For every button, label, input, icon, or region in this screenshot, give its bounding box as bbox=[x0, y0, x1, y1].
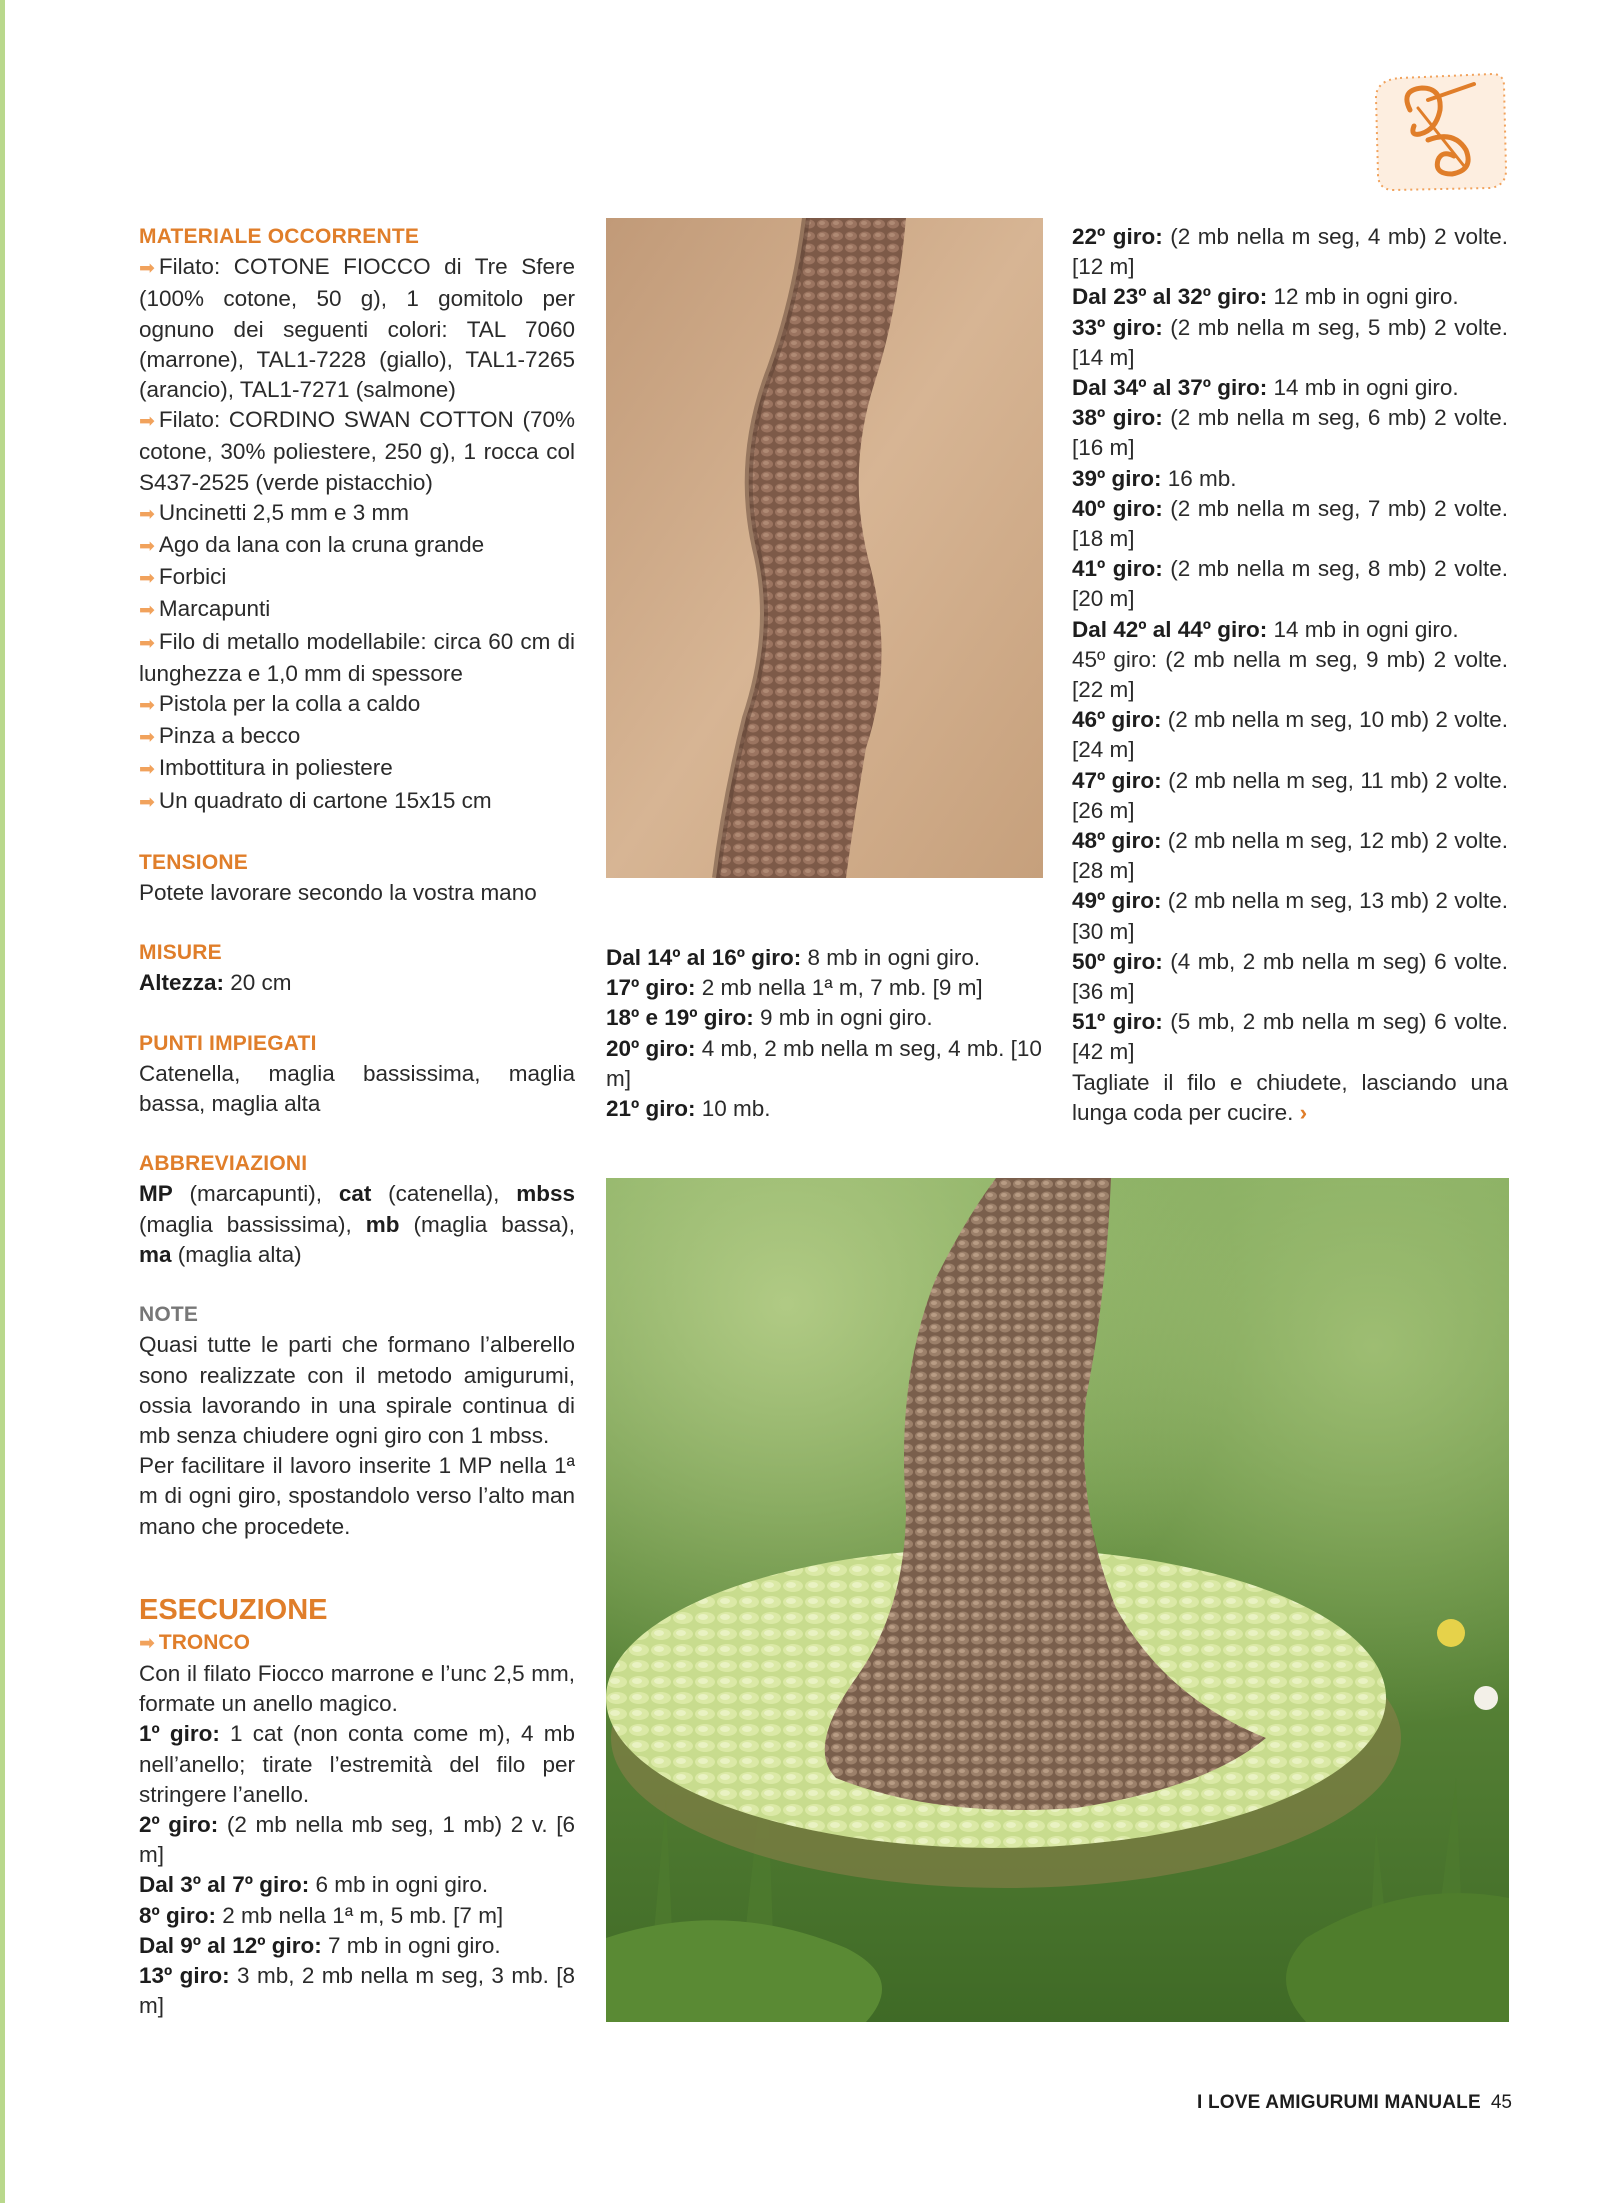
magazine-title: I LOVE AMIGURUMI MANUALE bbox=[1197, 2092, 1481, 2113]
misure-text: Altezza: 20 cm bbox=[139, 970, 292, 996]
round-row: 51º giro: (5 mb, 2 mb nella m seg) 6 volte. [42 m] bbox=[1072, 1009, 1508, 1065]
note-p2: Per facilitare il lavoro inserite 1 MP nella 1ª m di ogni giro, spostandolo verso l’alto man mano che procedete. bbox=[139, 1453, 575, 1539]
arrow-bullet-icon: ➡ bbox=[139, 258, 155, 280]
tensione-heading: TENSIONE bbox=[139, 850, 248, 874]
round-row: 46º giro: (2 mb nella m seg, 10 mb) 2 volte. [24 m] bbox=[1072, 707, 1508, 763]
esecuzione-intro: Con il filato Fiocco marrone e l’unc 2,5 mm, formate un anello magico. bbox=[139, 1660, 575, 1717]
arrow-bullet-icon: ➡ bbox=[139, 503, 155, 525]
punti-text: Catenella, maglia bassissima, maglia bassa, maglia alta bbox=[139, 1060, 575, 1117]
tensione-text: Potete lavorare secondo la vostra mano bbox=[139, 880, 537, 906]
trunk-base-photo bbox=[606, 1178, 1509, 2022]
arrow-bullet-icon: ➡ bbox=[139, 411, 155, 433]
round-row: 50º giro: (4 mb, 2 mb nella m seg) 6 volte. [36 m] bbox=[1072, 948, 1508, 1005]
list-item: ➡ Pistola per la colla a caldo bbox=[139, 691, 421, 717]
round-row: 45º giro: (2 mb nella m seg, 9 mb) 2 volte. [22 m] bbox=[1072, 646, 1508, 703]
crochet-hook-logo-icon bbox=[1370, 70, 1510, 194]
note-heading: NOTE bbox=[139, 1303, 199, 1327]
round-row: 49º giro: (2 mb nella m seg, 13 mb) 2 volte. [30 m] bbox=[1072, 888, 1508, 944]
round-row: 20º giro: 4 mb, 2 mb nella m seg, 4 mb. [10 m] bbox=[606, 1035, 1042, 1091]
arrow-bullet-icon: ➡ bbox=[139, 759, 155, 781]
round-row: 40º giro: (2 mb nella m seg, 7 mb) 2 volte. [18 m] bbox=[1072, 495, 1508, 552]
list-item: ➡ Ago da lana con la cruna grande bbox=[139, 532, 485, 558]
arrow-bullet-icon: ➡ bbox=[139, 727, 155, 749]
note-p1: Quasi tutte le parti che formano l’alberello sono realizzate con il metodo amigurumi, ossia lavorando in una spirale continua di mb senza chiudere ogni giro con 1 mbss. bbox=[139, 1332, 575, 1448]
round-row: Dal 42º al 44º giro: 14 mb in ogni giro. bbox=[1072, 616, 1459, 642]
list-item: ➡ Filo di metallo modellabile: circa 60 cm di lunghezza e 1,0 mm di spessore bbox=[139, 628, 575, 686]
round-row: 48º giro: (2 mb nella m seg, 12 mb) 2 volte. [28 m] bbox=[1072, 828, 1508, 884]
arrow-bullet-icon: ➡ bbox=[139, 536, 155, 558]
misure-heading: MISURE bbox=[139, 941, 222, 965]
round-row: Dal 3º al 7º giro: 6 mb in ogni giro. bbox=[139, 1872, 489, 1898]
right-column bbox=[1072, 222, 1508, 1128]
list-item: ➡ Pinza a becco bbox=[139, 723, 301, 749]
round-row: 17º giro: 2 mb nella 1ª m, 7 mb. [9 m] bbox=[606, 975, 983, 1001]
round-row: 2º giro: (2 mb nella mb seg, 1 mb) 2 v. [6 m] bbox=[139, 1811, 575, 1868]
arrow-bullet-icon: ➡ bbox=[139, 600, 155, 622]
abbreviazioni-text: MP (marcapunti), cat (catenella), mbss (maglia bassissima), mb (maglia bassa), ma (maglia alta) bbox=[139, 1181, 575, 1267]
page-number: 45 bbox=[1490, 2092, 1512, 2113]
closing-text: Tagliate il filo e chiudete, lasciando una lunga coda per cucire. › bbox=[1072, 1069, 1508, 1125]
list-item: ➡ Marcapunti bbox=[139, 596, 271, 622]
round-row: 13º giro: 3 mb, 2 mb nella m seg, 3 mb. [8 m] bbox=[139, 1962, 575, 2019]
middle-column bbox=[606, 943, 1046, 1124]
round-row: 38º giro: (2 mb nella m seg, 6 mb) 2 volte. [16 m] bbox=[1072, 405, 1508, 461]
end-mark-icon: › bbox=[1299, 1099, 1308, 1125]
round-row: 21º giro: 10 mb. bbox=[606, 1096, 771, 1122]
round-row: 1º giro: 1 cat (non conta come m), 4 mb nell’anello; tirate l’estremità del filo per stringere l’anello. bbox=[139, 1721, 575, 1807]
materiale-heading: MATERIALE OCCORRENTE bbox=[139, 225, 420, 248]
round-row: 18º e 19º giro: 9 mb in ogni giro. bbox=[606, 1005, 933, 1031]
arrow-bullet-icon: ➡ bbox=[139, 695, 155, 717]
list-item: ➡ Forbici bbox=[139, 564, 227, 590]
esecuzione-heading: ESECUZIONE bbox=[139, 1593, 328, 1626]
list-item: ➡ Uncinetti 2,5 mm e 3 mm bbox=[139, 499, 409, 525]
page-edge-stripe bbox=[0, 0, 5, 2203]
round-row: Dal 34º al 37º giro: 14 mb in ogni giro. bbox=[1072, 375, 1459, 401]
arrow-bullet-icon: ➡ bbox=[139, 1632, 155, 1654]
round-row: 47º giro: (2 mb nella m seg, 11 mb) 2 volte. [26 m] bbox=[1072, 767, 1508, 823]
arrow-bullet-icon: ➡ bbox=[139, 632, 155, 654]
arrow-bullet-icon: ➡ bbox=[139, 568, 155, 590]
left-column bbox=[139, 222, 575, 2021]
round-row: Dal 14º al 16º giro: 8 mb in ogni giro. bbox=[606, 945, 981, 970]
round-row: Dal 9º al 12º giro: 7 mb in ogni giro. bbox=[139, 1932, 501, 1958]
list-item: ➡ Filato: COTONE FIOCCO di Tre Sfere (100% cotone, 50 g), 1 gomitolo per ognuno dei seguenti colori: TAL 7060 (marrone), TAL1-7228 (giallo), TAL1-7265 (arancio), TAL1-7271 (salmone) bbox=[139, 254, 575, 403]
page-footer bbox=[1197, 2092, 1512, 2114]
round-row: 33º giro: (2 mb nella m seg, 5 mb) 2 volte. [14 m] bbox=[1072, 314, 1508, 370]
tronco-subheading: ➡ TRONCO bbox=[139, 1630, 250, 1654]
abbreviazioni-heading: ABBREVIAZIONI bbox=[139, 1152, 308, 1176]
list-item: ➡ Imbottitura in poliestere bbox=[139, 755, 393, 781]
list-item: ➡ Filato: CORDINO SWAN COTTON (70% cotone, 30% poliestere, 250 g), 1 rocca col S437-2525 (verde pistacchio) bbox=[139, 407, 575, 495]
round-row: 41º giro: (2 mb nella m seg, 8 mb) 2 volte. [20 m] bbox=[1072, 556, 1508, 612]
list-item: ➡ Un quadrato di cartone 15x15 cm bbox=[139, 787, 492, 813]
round-row: Dal 23º al 32º giro: 12 mb in ogni giro. bbox=[1072, 284, 1459, 310]
round-row: 39º giro: 16 mb. bbox=[1072, 465, 1237, 491]
punti-heading: PUNTI IMPIEGATI bbox=[139, 1031, 317, 1055]
trunk-closeup-photo bbox=[606, 218, 1043, 878]
arrow-bullet-icon: ➡ bbox=[139, 791, 155, 813]
round-row: 8º giro: 2 mb nella 1ª m, 5 mb. [7 m] bbox=[139, 1902, 504, 1928]
round-row: 22º giro: (2 mb nella m seg, 4 mb) 2 volte. [12 m] bbox=[1072, 224, 1508, 280]
